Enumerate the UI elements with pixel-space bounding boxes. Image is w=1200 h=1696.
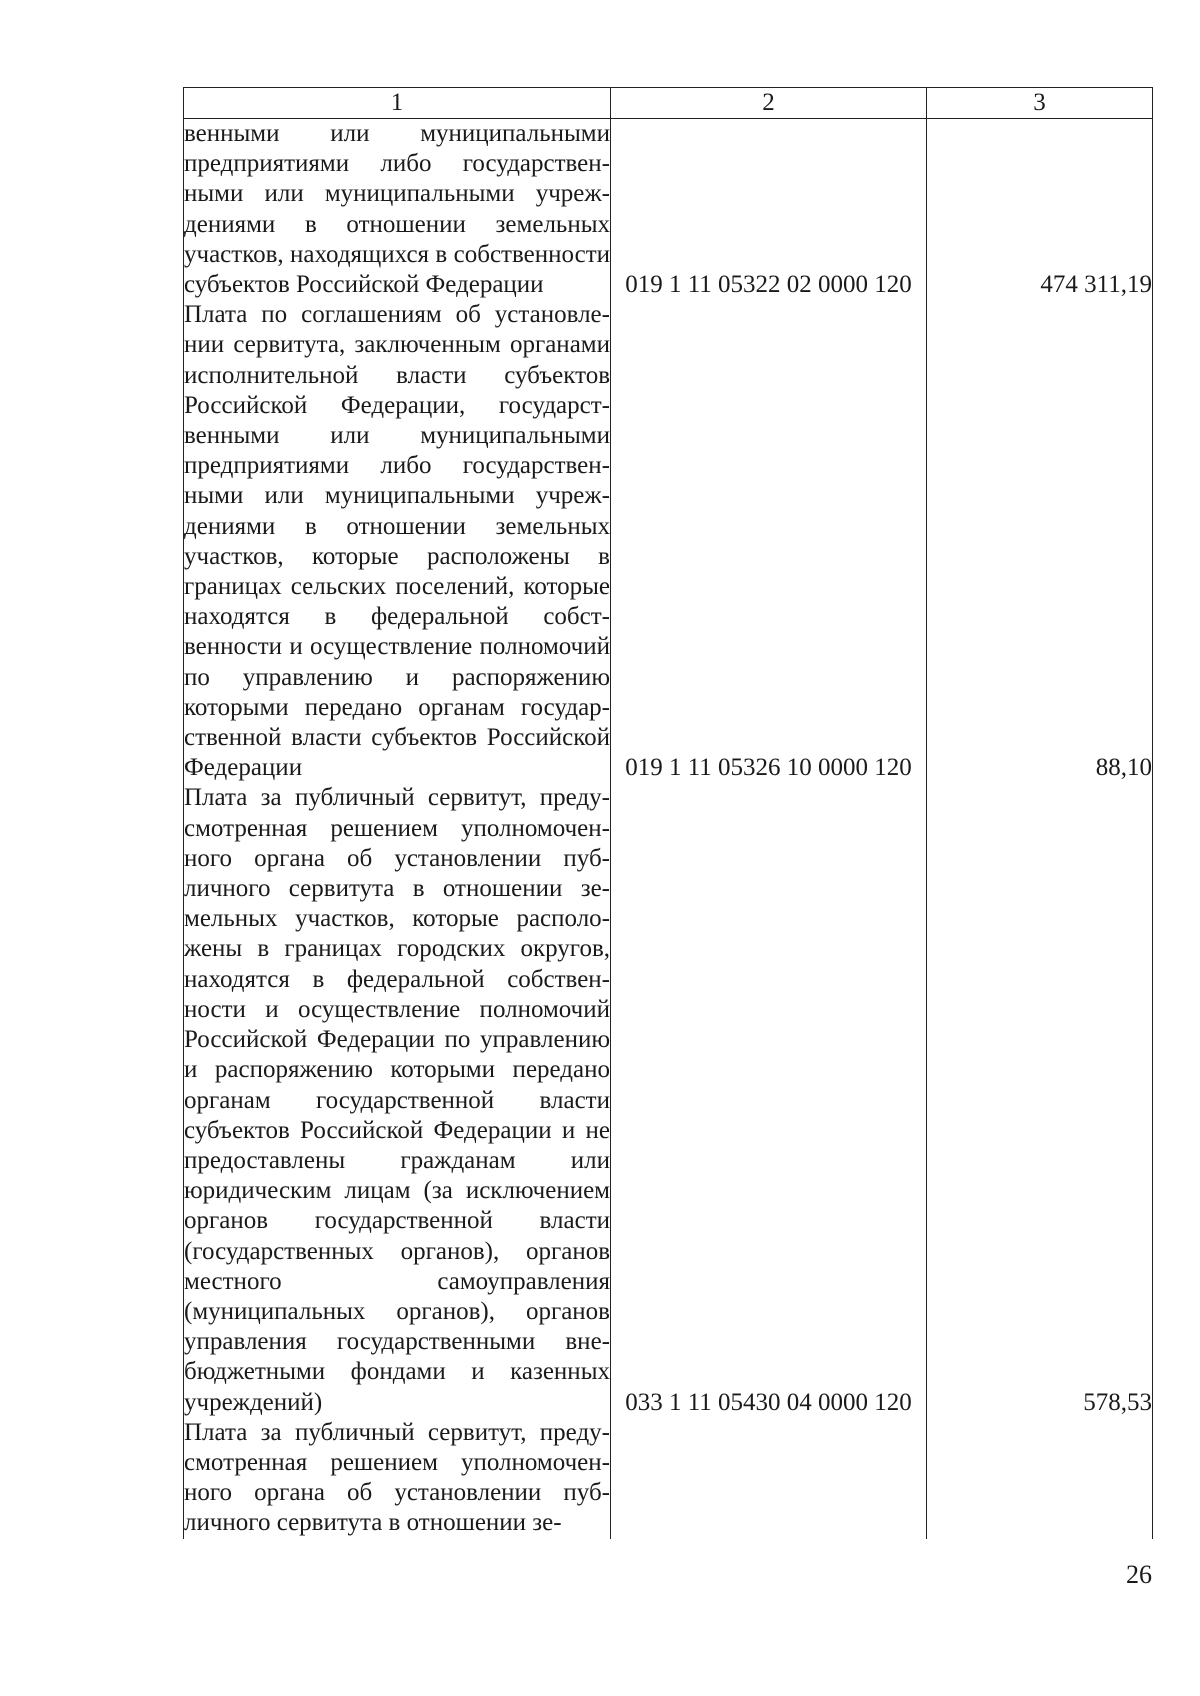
row-description: венными или муниципальными предприятиями либо государственными или муниципальными учреждениями в отношении земельных участков, находящихся в собственности субъектов Российской Федерации: [184, 119, 611, 301]
row-budget-code: 019 1 11 05322 02 0000 120: [611, 119, 927, 301]
row-amount: 578,53: [927, 783, 1153, 1417]
table-row: [184, 119, 1153, 301]
row-budget-code: [611, 1418, 927, 1539]
row-description: Плата за публичный сервитут, предусмотренная решением уполномоченного органа об установлении публичного сервитута в отношении земельных участков, которые расположены в границах городских округов, находятся в федеральной собственности и осуществление полномочий Российской Федерации по управлению и распоряжению которыми передано органам государственной власти субъектов Российской Федерации и не предоставлены гражданам или юридическим лицам (за исключением органов государственной власти (государственных органов), органов местного самоуправления (муниципальных органов), органов управления государственными внебюджетными фондами и казенных учреждений): [184, 783, 611, 1417]
row-amount: [927, 1418, 1153, 1539]
row-amount: 88,10: [927, 300, 1153, 783]
row-budget-code: 033 1 11 05430 04 0000 120: [611, 783, 927, 1417]
column-header-1: 1: [184, 88, 611, 119]
row-description: Плата по соглашениям об установлении сервитута, заключенным органами исполнительной власти субъектов Российской Федерации, государственными или муниципальными предприятиями либо государственными или муниципальными учреждениями в отношении земельных участков, которые расположены в границах сельских поселений, которые находятся в федеральной собственности и осуществление полномочий по управлению и распоряжению которыми передано органам государственной власти субъектов Российской Федерации: [184, 300, 611, 783]
row-budget-code: 019 1 11 05326 10 0000 120: [611, 300, 927, 783]
revenue-table: [183, 87, 1153, 1539]
table-row: [184, 300, 1153, 783]
column-header-3: 3: [927, 88, 1153, 119]
table-row: [184, 1418, 1153, 1539]
table-row: [184, 783, 1153, 1417]
page-number: 26: [1126, 1560, 1152, 1589]
row-description: Плата за публичный сервитут, предусмотренная решением уполномоченного органа об установлении публичного сервитута в отношении зе-: [184, 1418, 611, 1539]
row-amount: 474 311,19: [927, 119, 1153, 301]
table-header-row: [184, 88, 1153, 119]
column-header-2: 2: [611, 88, 927, 119]
